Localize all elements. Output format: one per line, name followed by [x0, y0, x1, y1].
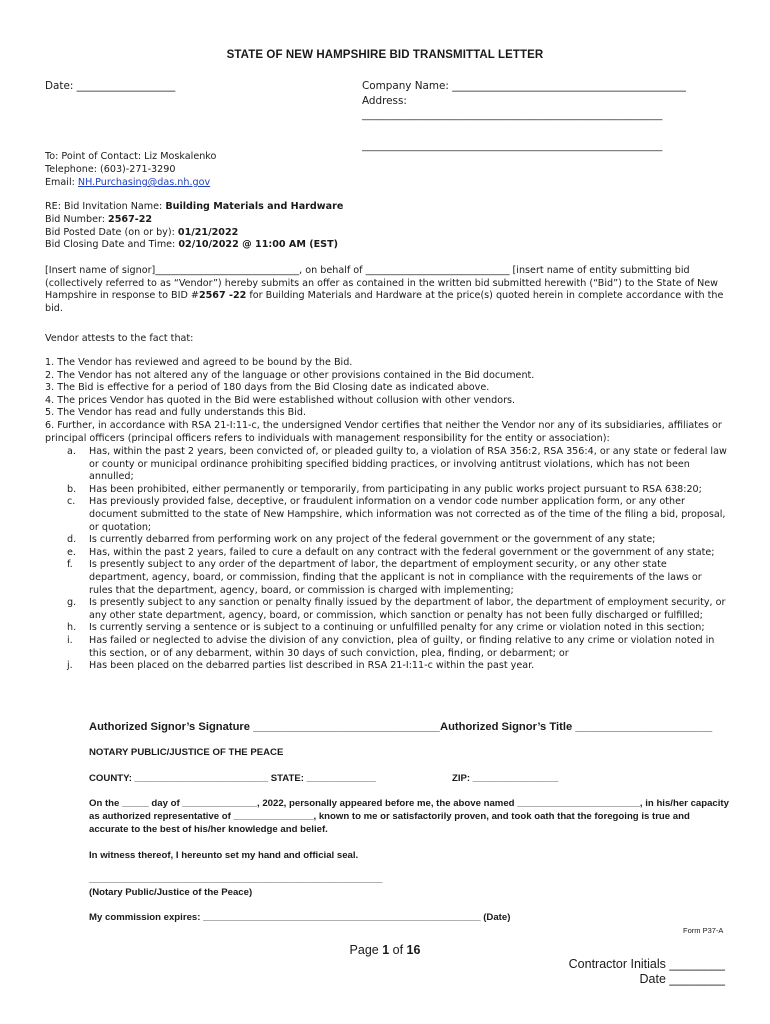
list-item-text: Is currently serving a sentence or is subject to a continuing or unfulfilled penalty for any crime or violation noted in this section; [89, 622, 705, 634]
list-item [67, 559, 727, 597]
list-item [67, 446, 727, 484]
date-field[interactable]: Date: ___________________ [45, 80, 176, 92]
point-of-contact [45, 151, 216, 164]
appeared-statement: On the _____ day of ______________, 2022, personally appeared before me, the above named _______________________, in his/her capacity as authorized representative of _______________, known to me or satisfactorily proven, and took oath that the foregoing is true and accurate to the best of his/her knowledge and belief. [89, 798, 729, 835]
list-marker: a. [67, 446, 76, 457]
signature-field[interactable]: Authorized Signor’s Signature ______________________________ [89, 721, 440, 733]
bid-invitation-value: Building Materials and Hardware [165, 201, 344, 212]
form-id: Form P37-A [683, 926, 724, 935]
list-item-text: Is presently subject to any order of the department of labor, the department of employment security, or any other state department, agency, board, or commission, finding that the applicant is not in compliance with the requirements of the laws or rules that the department, agency, board, or commission is charged with implementing; [89, 559, 702, 596]
county-state-field[interactable]: COUNTY: _________________________ STATE: _____________ [89, 773, 376, 784]
witness-statement: In witness thereof, I hereunto set my hand and official seal. [89, 850, 359, 861]
bid-number-value: 2567-22 [108, 214, 153, 225]
page-current: 1 [382, 943, 390, 957]
numbered-list [45, 357, 728, 445]
offer-text-2: for Building Materials and Hardware at the price(s) quoted herein in complete accordance with the bid. [45, 290, 724, 314]
offer-paragraph [45, 265, 728, 315]
bid-number [45, 214, 152, 227]
bid-closing-value: 02/10/2022 @ 11:00 AM (EST) [178, 239, 338, 250]
email-label: Email: [45, 177, 78, 188]
notary-signature-line[interactable]: _______________________________________________________ [89, 874, 383, 885]
notary-label: (Notary Public/Justice of the Peace) [89, 887, 253, 898]
bid-closing-date [45, 239, 338, 252]
offer-text-1: [Insert name of signor]______________________________, on behalf of ______________________________ [insert name of entity submitting bid (collectively referred to as “Vendor”) hereby submits an offer as contained in the written bid submitted herewith (“Bid”) to the State of New Hampshire in response to BID # [45, 265, 719, 302]
list-item [67, 622, 727, 635]
telephone: Telephone: (603)-271-3290 [45, 164, 176, 175]
list-item: 5. The Vendor has read and fully understands this Bid. [45, 407, 307, 419]
notary-heading: NOTARY PUBLIC/JUSTICE OF THE PEACE [89, 747, 284, 758]
list-item [67, 597, 727, 622]
bid-posted-value: 01/21/2022 [177, 227, 239, 238]
lettered-list [67, 446, 727, 673]
page-middle: of [389, 943, 407, 957]
list-item: 4. The prices Vendor has quoted in the Bid were established without collusion with other vendors. [45, 394, 516, 406]
list-item [67, 484, 727, 497]
list-marker: i. [67, 634, 73, 646]
list-marker: g. [67, 597, 77, 609]
address-line-1[interactable]: ______________________________________________________________ [362, 110, 663, 121]
offer-bid-reference: 2567 -22 [198, 290, 247, 302]
attests-heading: Vendor attests to the fact that: [45, 333, 194, 344]
list-item: 2. The Vendor has not altered any of the language or other provisions contained in the Bid document. [45, 369, 535, 381]
list-item-text: Is currently debarred from performing work on any project of the federal government or the government of any state; [89, 534, 656, 546]
list-item: 1. The Vendor has reviewed and agreed to be bound by the Bid. [45, 357, 353, 368]
list-item-text: Has been prohibited, either permanently or temporarily, from participating in any public works project pursuant to RSA 638:20; [89, 483, 702, 495]
zip-field[interactable]: ZIP: ________________ [452, 773, 559, 784]
address-line-2[interactable]: ______________________________________________________________ [362, 141, 663, 152]
email-link[interactable]: NH.Purchasing@das.nh.gov [77, 177, 211, 188]
list-item-text: Is presently subject to any sanction or penalty finally issued by the department of labor, the department of employment security, or any other state department, agency, board, or commission, which sanction or penalty has not been fully discharged or fulfilled; [89, 597, 726, 621]
bid-invitation-label: RE: Bid Invitation Name: [45, 201, 166, 212]
point-of-contact-name: Liz Moskalenko [144, 151, 217, 162]
list-marker: b. [67, 483, 77, 495]
list-item: 3. The Bid is effective for a period of 180 days from the Bid Closing date as indicated above. [45, 382, 490, 394]
list-item [67, 660, 727, 673]
bid-posted-date [45, 227, 238, 240]
contractor-initials-field[interactable]: Contractor Initials ________ [568, 957, 725, 971]
list-marker: j. [67, 660, 73, 672]
address-label: Address: [362, 95, 407, 107]
list-item [67, 547, 727, 560]
bid-posted-label: Bid Posted Date (on or by): [45, 227, 178, 238]
page-prefix: Page [349, 943, 383, 957]
list-marker: c. [67, 496, 76, 508]
commission-expires-field[interactable]: My commission expires: ____________________________________________________ (Date) [89, 912, 511, 923]
list-marker: e. [67, 546, 76, 558]
document-title: STATE OF NEW HAMPSHIRE BID TRANSMITTAL LETTER [226, 49, 544, 61]
list-item-text: Has previously provided false, deceptive, or fraudulent information on a vendor code number application form, or any other document submitted to the state of New Hampshire, which information was not corrected as of the time of the filing a bid, proposal, or quotation; [89, 496, 726, 533]
email [45, 177, 210, 190]
signor-title-field[interactable]: Authorized Signor’s Title ______________________ [440, 721, 713, 733]
list-item: 6. Further, in accordance with RSA 21-I:11-c, the undersigned Vendor certifies that neither the Vendor nor any of its subsidiaries, affiliates or principal officers (principal officers refers to individuals with management responsibility for the entity or association): [45, 419, 722, 444]
company-name-field[interactable]: Company Name: _____________________________________________ [362, 80, 686, 92]
footer-date-field[interactable]: Date ________ [639, 972, 725, 986]
list-item [67, 534, 727, 547]
point-of-contact-label: To: Point of Contact: [45, 151, 145, 162]
bid-invitation-name [45, 201, 343, 214]
list-item [67, 496, 727, 534]
list-item-text: Has failed or neglected to advise the division of any conviction, plea of guilty, or finding relative to any crime or violation noted in this section, or of any debarment, within 30 days of such conviction, plea, finding, or debarment; or [89, 634, 715, 659]
list-item-text: Has been placed on the debarred parties list described in RSA 21-I:11-c within the past year. [89, 660, 535, 672]
list-marker: h. [67, 622, 77, 634]
list-marker: f. [67, 559, 73, 571]
list-item-text: Has, within the past 2 years, been convicted of, or pleaded guilty to, a violation of RSA 356:2, RSA 356:4, or any state or federal law or county or municipal ordinance prohibiting specified bidding practices, or involving antitrust violations, which has not been annulled; [89, 446, 727, 483]
page-total: 16 [406, 943, 421, 957]
list-item-text: Has, within the past 2 years, failed to cure a default on any contract with the federal government or the government of any state; [89, 546, 715, 558]
page-number [0, 944, 770, 957]
list-item [67, 635, 727, 660]
bid-closing-label: Bid Closing Date and Time: [45, 239, 179, 250]
bid-number-label: Bid Number: [45, 214, 109, 225]
list-marker: d. [67, 534, 77, 546]
